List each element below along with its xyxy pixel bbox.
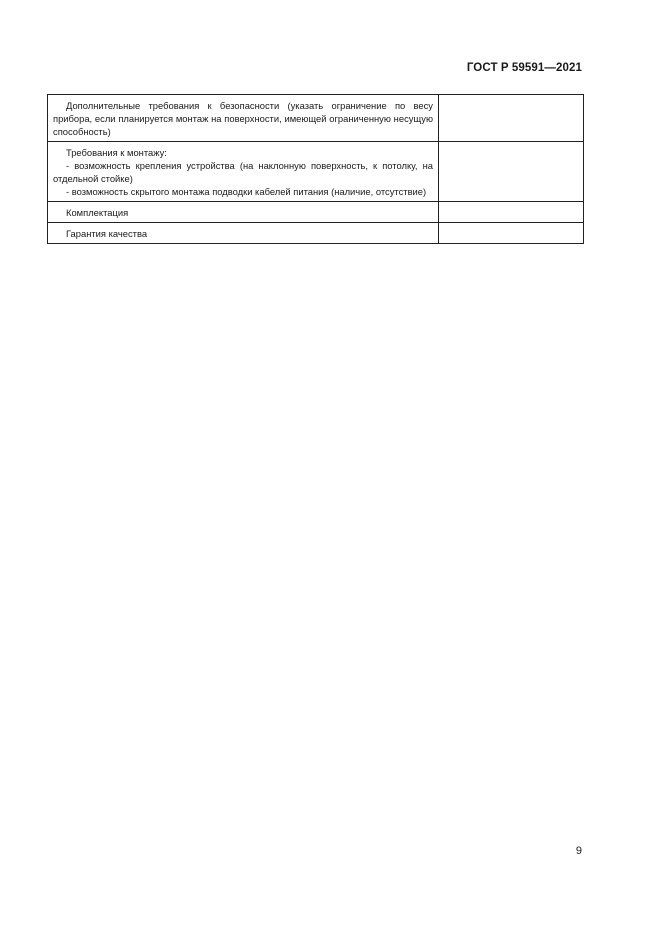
table-row (48, 142, 584, 202)
value-cell[interactable] (439, 95, 584, 142)
value-cell[interactable] (439, 223, 584, 244)
requirement-cell (48, 223, 439, 244)
requirement-list-item: - возможность скрытого монтажа подводки кабелей питания (наличие, отсутствие) (66, 186, 427, 197)
table-row (48, 223, 584, 244)
value-cell[interactable] (439, 202, 584, 223)
value-cell[interactable] (439, 142, 584, 202)
requirement-cell (48, 95, 439, 142)
document-code: ГОСТ Р 59591—2021 (466, 62, 582, 74)
requirement-text: Гарантия качества (66, 228, 148, 239)
table-row (48, 202, 584, 223)
page-number: 9 (575, 845, 582, 857)
table-row (48, 95, 584, 142)
requirement-text: Дополнительные требования к безопасности (указать ограничение по весу прибора, если планируется монтаж на поверхности, имеющей ограниченную несущую способность) (53, 100, 433, 137)
requirements-table (47, 94, 584, 244)
requirement-heading: Требования к монтажу: (66, 147, 167, 158)
requirement-text: Комплектация (66, 207, 129, 218)
requirement-cell (48, 202, 439, 223)
requirement-list-item: - возможность крепления устройства (на наклонную поверхность, к потолку, на отдельной стойке) (53, 160, 433, 184)
requirement-cell (48, 142, 439, 202)
